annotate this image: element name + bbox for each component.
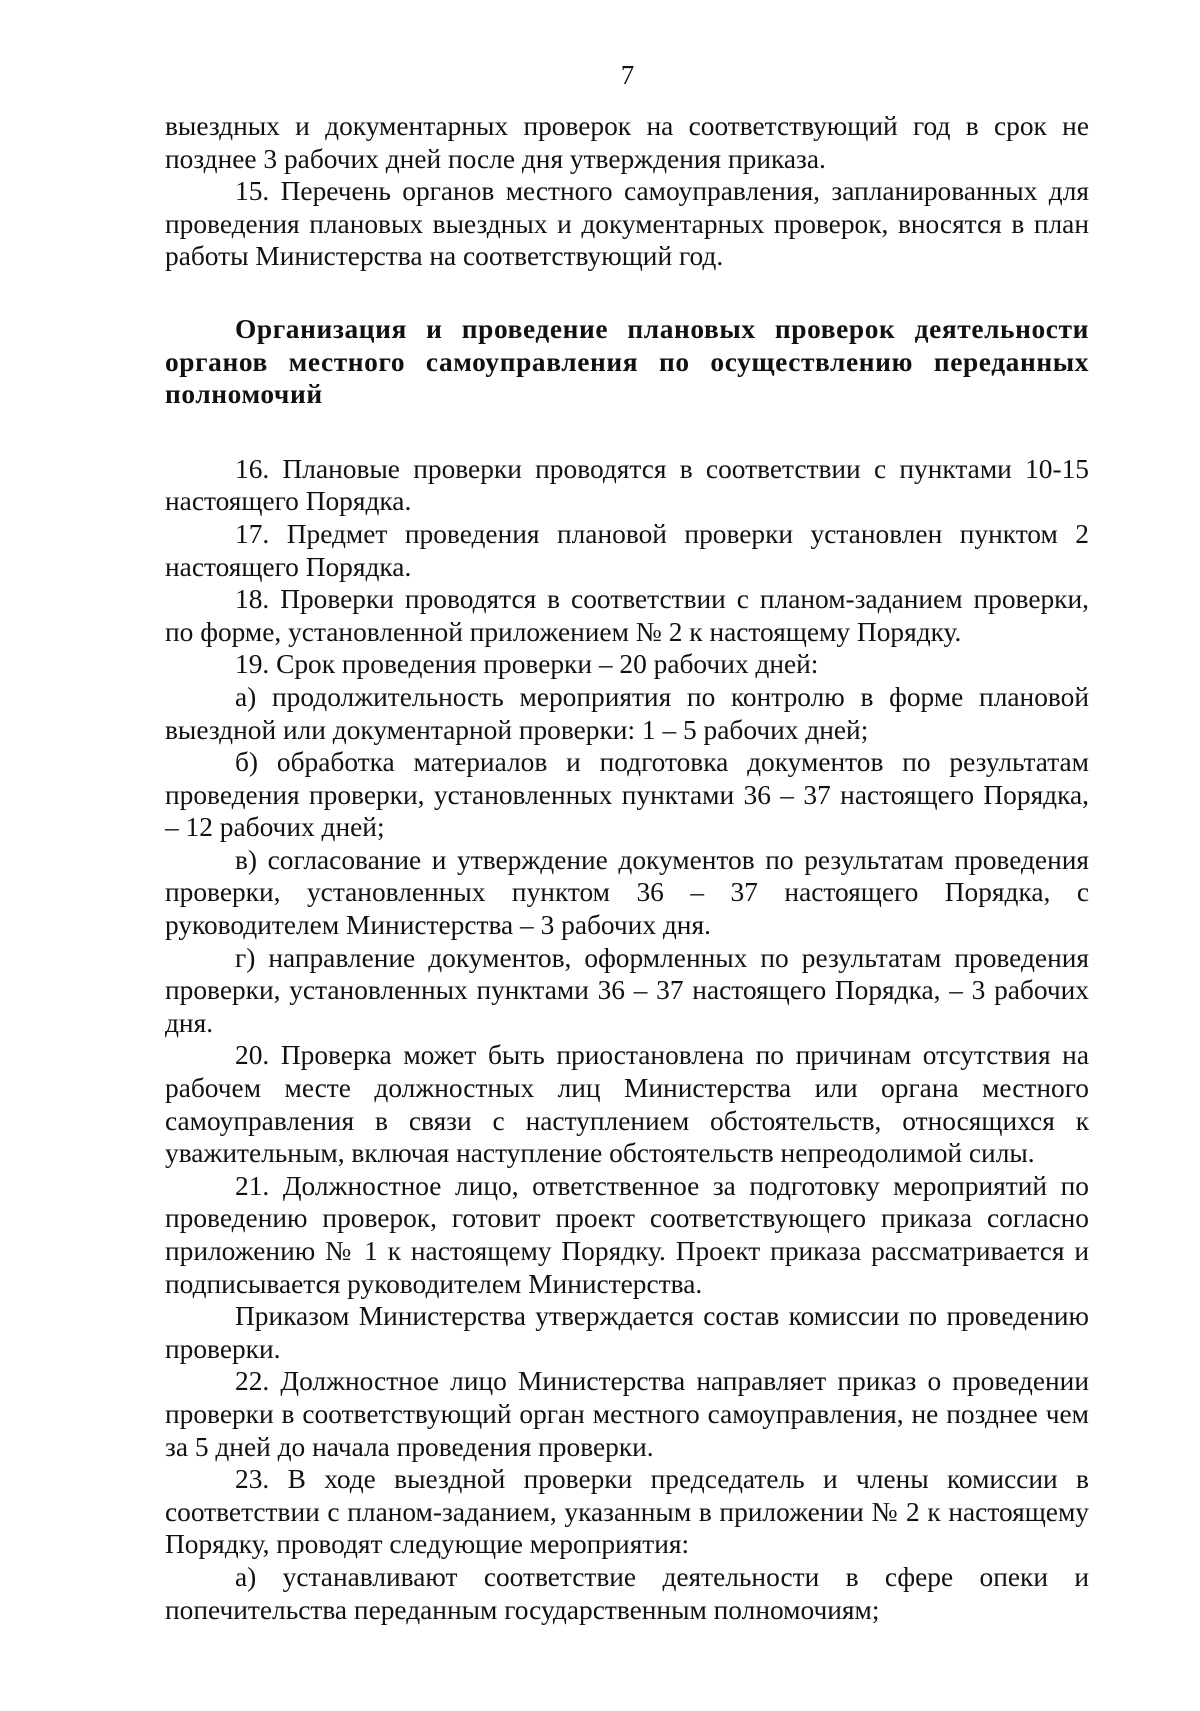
paragraph-21: 21. Должностное лицо, ответственное за подготовку мероприятий по проведению проверок, готовит проект соответствующего приказа согласно приложению № 1 к настоящему Порядку. Проект приказа рассматривается и подписывается руководителем Министерства.	[165, 1170, 1089, 1299]
paragraph-22: 22. Должностное лицо Министерства направляет приказ о проведении проверки в соответствующий орган местного самоуправления, не позднее чем за 5 дней до начала проведения проверки.	[165, 1366, 1089, 1462]
document-body	[165, 110, 1089, 1626]
paragraph-18: 18. Проверки проводятся в соответствии с планом-заданием проверки, по форме, установленной приложением № 2 к настоящему Порядку.	[165, 584, 1089, 647]
paragraph-19-g: г) направление документов, оформленных по результатам проведения проверки, установленных пунктами 36 – 37 настоящего Порядка, – 3 рабочих дня.	[165, 942, 1089, 1038]
paragraph-17: 17. Предмет проведения плановой проверки установлен пунктом 2 настоящего Порядка.	[165, 518, 1089, 582]
paragraph-19: 19. Срок проведения проверки – 20 рабочих дней:	[235, 649, 819, 680]
paragraph-23-a: а) устанавливают соответствие деятельности в сфере опеки и попечительства переданным государственным полномочиям;	[165, 1561, 1089, 1625]
paragraph-19-a: а) продолжительность мероприятия по контролю в форме плановой выездной или документарной проверки: 1 – 5 рабочих дней;	[165, 681, 1089, 745]
paragraph-15: 15. Перечень органов местного самоуправления, запланированных для проведения плановых выездных и документарных проверок, вносятся в план работы Министерства на соответствующий год.	[165, 176, 1089, 272]
paragraph-16: 16. Плановые проверки проводятся в соответствии с пунктами 10-15 настоящего Порядка.	[165, 453, 1089, 517]
paragraph-23: 23. В ходе выездной проверки председатель и члены комиссии в соответствии с планом-заданием, указанным в приложении № 2 к настоящему Порядку, проводят следующие мероприятия:	[165, 1464, 1089, 1560]
paragraph-19-v: в) согласование и утверждение документов по результатам проведения проверки, установленных пунктом 36 – 37 настоящего Порядка, с руководителем Министерства – 3 рабочих дня.	[165, 844, 1089, 941]
paragraph-20: 20. Проверка может быть приостановлена по причинам отсутствия на рабочем месте должностных лиц Министерства или органа местного самоуправления в связи с наступлением обстоятельств, относящихся к уважительным, включая наступление обстоятельств непреодолимой силы.	[165, 1040, 1089, 1169]
paragraph-19-b: б) обработка материалов и подготовка документов по результатам проведения проверки, установленных пунктами 36 – 37 настоящего Порядка, – 12 рабочих дней;	[165, 747, 1089, 843]
paragraph-continuation: выездных и документарных проверок на соответствующий год в срок не позднее 3 рабочих дней после дня утверждения приказа.	[165, 111, 1089, 174]
paragraph-21-order: Приказом Министерства утверждается состав комиссии по проведению проверки.	[165, 1301, 1089, 1364]
page-number: 7	[620, 60, 635, 90]
section-heading: Организация и проведение плановых проверок деятельности органов местного самоуправления по осуществлению переданных полномочий	[165, 313, 1089, 410]
